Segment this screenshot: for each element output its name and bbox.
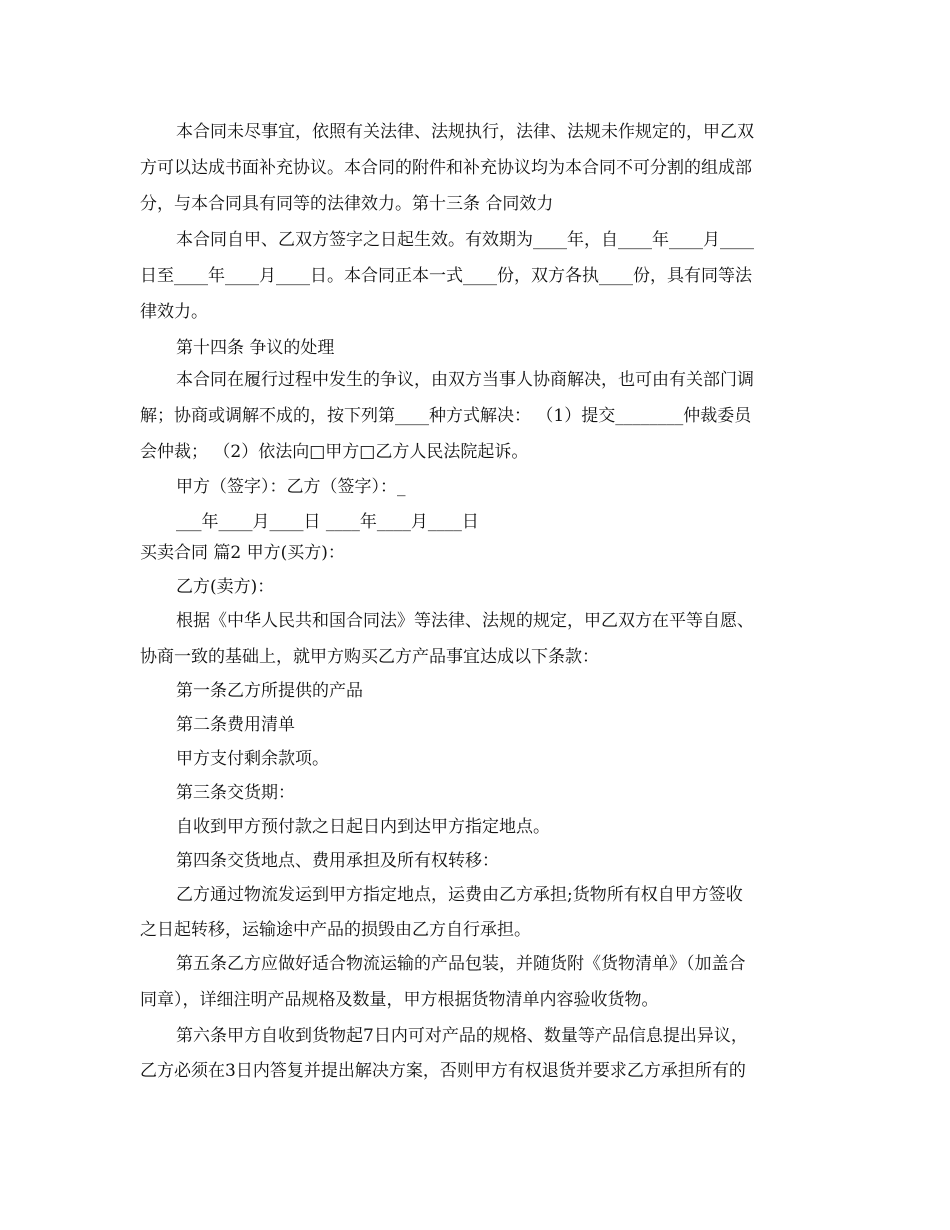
paragraph-line: 第六条甲方自收到货物起7日内可对产品的规格、数量等产品信息提出异议， bbox=[176, 1026, 748, 1046]
paragraph-line: 会仲裁； （2）依法向□甲方□乙方人民法院起诉。 bbox=[140, 442, 529, 462]
paragraph-line: 律效力。 bbox=[140, 302, 208, 322]
clause-heading: 第四条交货地点、费用承担及所有权转移： bbox=[176, 851, 499, 871]
paragraph-line: 方可以达成书面补充协议。本合同的附件和补充协议均为本合同不可分割的组成部 bbox=[140, 158, 752, 178]
clause-heading: 第一条乙方所提供的产品 bbox=[176, 681, 363, 701]
paragraph-line: 解；协商或调解不成的，按下列第____种方式解决： （1）提交________仲裁委员 bbox=[140, 406, 752, 426]
signature-line: 甲方（签字）：乙方（签字）：_ bbox=[176, 477, 406, 497]
paragraph-line: 日至____年____月____日。本合同正本一式____份，双方各执____份，具有同等法 bbox=[140, 266, 752, 286]
date-line: ___年____月____日 ____年____月____日 bbox=[176, 512, 479, 532]
paragraph-line: 乙方必须在3日内答复并提出解决方案，否则甲方有权退货并要求乙方承担所有的 bbox=[140, 1061, 746, 1081]
paragraph-line: 根据《中华人民共和国合同法》等法律、法规的规定，甲乙双方在平等自愿、 bbox=[176, 611, 754, 631]
paragraph-line: 本合同自甲、乙双方签字之日起生效。有效期为____年，自____年____月____ bbox=[176, 230, 754, 250]
paragraph-line: 本合同在履行过程中发生的争议，由双方当事人协商解决，也可由有关部门调 bbox=[176, 370, 754, 390]
contract-title-line: 买卖合同 篇2 甲方(买方)： bbox=[140, 543, 345, 563]
section-heading: 第十四条 争议的处理 bbox=[176, 338, 335, 358]
clause-heading: 第三条交货期： bbox=[176, 783, 295, 803]
clause-heading: 第二条费用清单 bbox=[176, 715, 295, 735]
paragraph-line: 同章），详细注明产品规格及数量，甲方根据货物清单内容验收货物。 bbox=[140, 990, 659, 1010]
paragraph-line: 自收到甲方预付款之日起日内到达甲方指定地点。 bbox=[176, 817, 550, 837]
paragraph-line: 甲方支付剩余款项。 bbox=[176, 749, 329, 769]
paragraph-line: 分，与本合同具有同等的法律效力。第十三条 合同效力 bbox=[140, 194, 554, 214]
paragraph-line: 之日起转移，运输途中产品的损毁由乙方自行承担。 bbox=[140, 920, 531, 940]
paragraph-line: 协商一致的基础上，就甲方购买乙方产品事宜达成以下条款： bbox=[140, 647, 599, 667]
paragraph-line: 乙方(卖方)： bbox=[176, 577, 275, 597]
paragraph-line: 第五条乙方应做好适合物流运输的产品包装，并随货附《货物清单》（加盖合 bbox=[176, 954, 746, 974]
paragraph-line: 本合同未尽事宜，依照有关法律、法规执行，法律、法规未作规定的，甲乙双 bbox=[176, 122, 754, 142]
paragraph-line: 乙方通过物流发运到甲方指定地点，运费由乙方承担;货物所有权自甲方签收 bbox=[176, 885, 743, 905]
